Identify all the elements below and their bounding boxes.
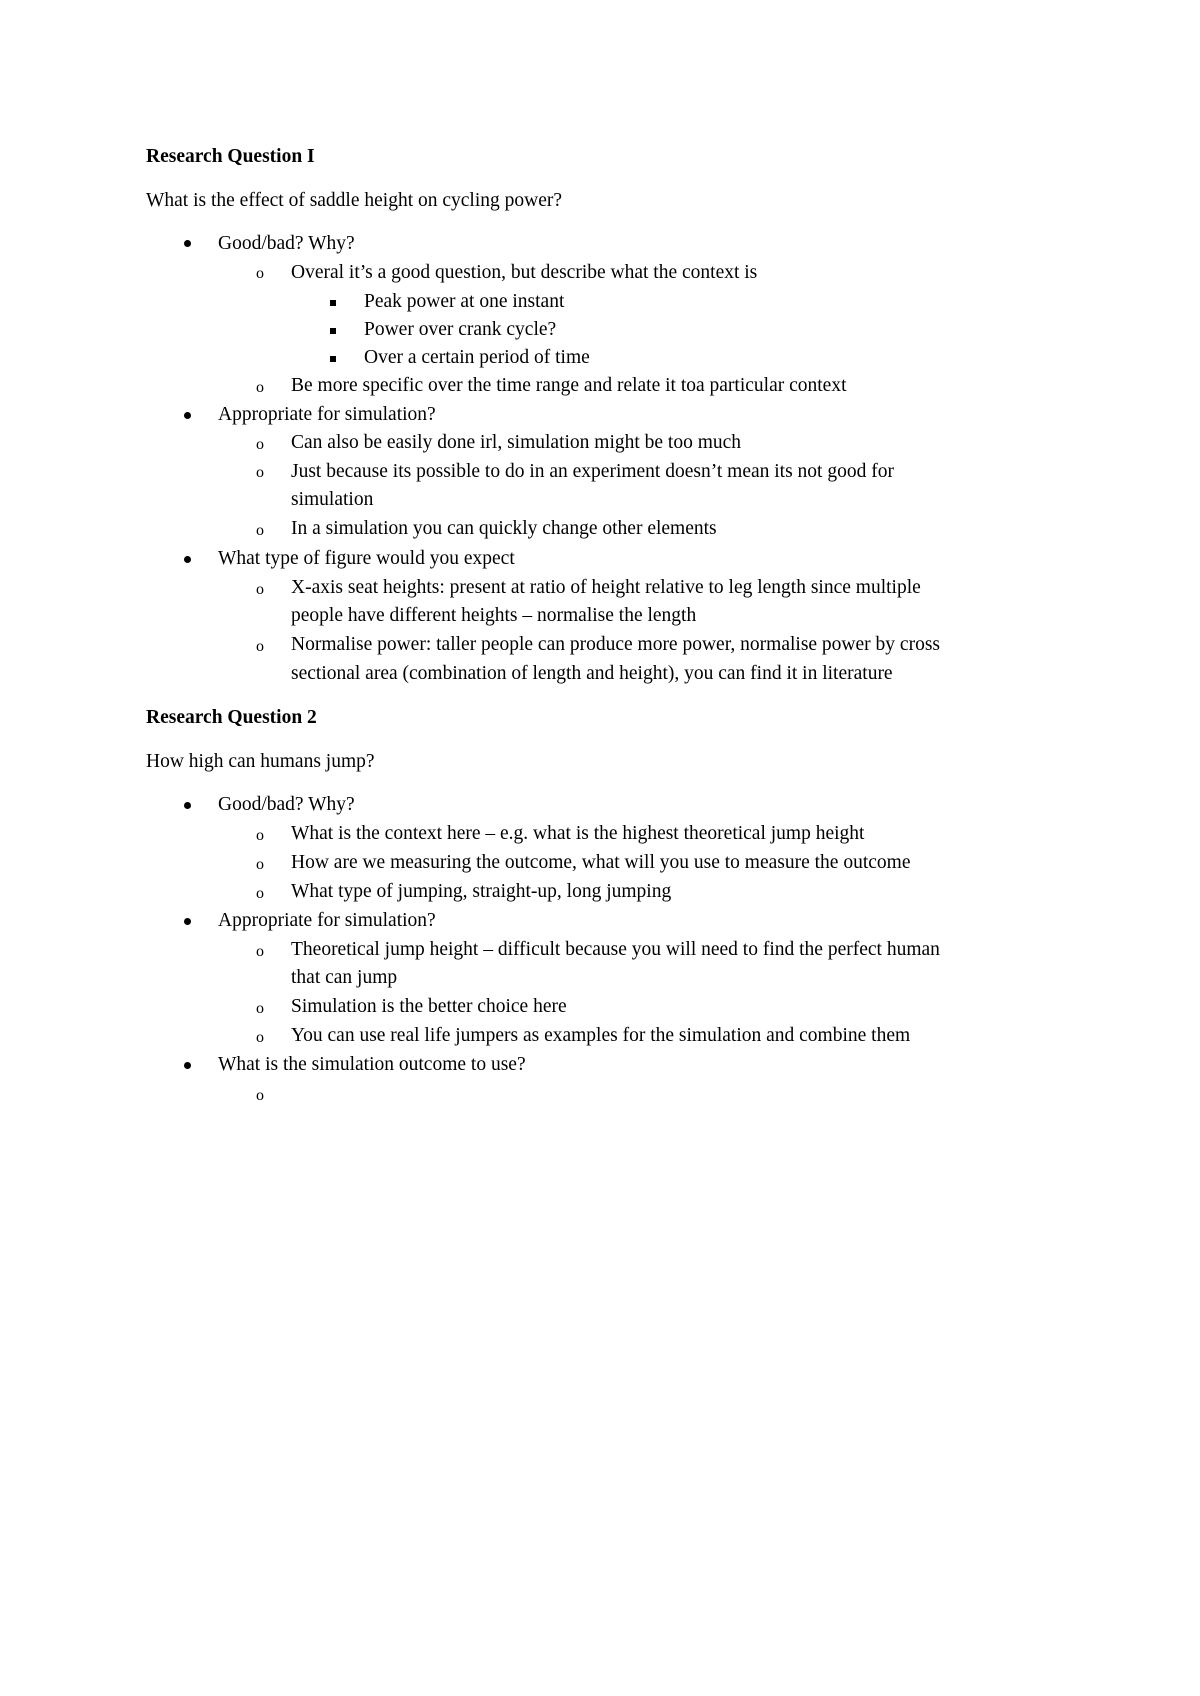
circle-bullet-icon: o: [256, 856, 264, 873]
list-item: What type of jumping, straight-up, long jumping: [291, 881, 672, 902]
list-item-continuation: people have different heights – normalise the length: [291, 605, 697, 626]
list-item: Good/bad? Why?: [218, 233, 355, 254]
bullet-icon: [184, 802, 191, 809]
list-item: What type of figure would you expect: [218, 548, 515, 569]
list-item: In a simulation you can quickly change other elements: [291, 518, 717, 539]
circle-bullet-icon: o: [256, 1087, 264, 1104]
list-item: Can also be easily done irl, simulation might be too much: [291, 432, 742, 453]
bullet-icon: [184, 556, 191, 563]
list-item: How are we measuring the outcome, what will you use to measure the outcome: [291, 852, 911, 873]
square-bullet-icon: [330, 356, 336, 362]
list-item: X-axis seat heights: present at ratio of height relative to leg length since multiple: [291, 577, 921, 598]
list-item: Good/bad? Why?: [218, 794, 355, 815]
list-item: Power over crank cycle?: [364, 319, 557, 340]
list-item: Over a certain period of time: [364, 347, 590, 368]
list-item: What is the context here – e.g. what is the highest theoretical jump height: [291, 823, 865, 844]
circle-bullet-icon: o: [256, 581, 264, 598]
circle-bullet-icon: o: [256, 379, 264, 396]
section-heading-1: Research Question I: [146, 146, 315, 167]
circle-bullet-icon: o: [256, 638, 264, 655]
research-question-2: How high can humans jump?: [146, 751, 375, 772]
list-item-continuation: simulation: [291, 489, 374, 510]
list-item: Appropriate for simulation?: [218, 404, 436, 425]
circle-bullet-icon: o: [256, 436, 264, 453]
circle-bullet-icon: o: [256, 1029, 264, 1046]
list-item: Simulation is the better choice here: [291, 996, 567, 1017]
section-heading-2: Research Question 2: [146, 707, 317, 728]
list-item-continuation: that can jump: [291, 967, 398, 988]
circle-bullet-icon: o: [256, 943, 264, 960]
circle-bullet-icon: o: [256, 522, 264, 539]
list-item: Appropriate for simulation?: [218, 910, 436, 931]
circle-bullet-icon: o: [256, 265, 264, 282]
bullet-icon: [184, 240, 191, 247]
circle-bullet-icon: o: [256, 827, 264, 844]
list-item: Normalise power: taller people can produce more power, normalise power by cross: [291, 634, 940, 655]
square-bullet-icon: [330, 328, 336, 334]
circle-bullet-icon: o: [256, 885, 264, 902]
list-item: Be more specific over the time range and relate it toa particular context: [291, 375, 847, 396]
bullet-icon: [184, 1062, 191, 1069]
bullet-icon: [184, 918, 191, 925]
square-bullet-icon: [330, 300, 336, 306]
list-item: Theoretical jump height – difficult because you will need to find the perfect human: [291, 939, 940, 960]
research-question-1: What is the effect of saddle height on cycling power?: [146, 190, 563, 211]
bullet-icon: [184, 412, 191, 419]
list-item: What is the simulation outcome to use?: [218, 1054, 526, 1075]
list-item-continuation: sectional area (combination of length and height), you can find it in literature: [291, 663, 893, 684]
list-item: You can use real life jumpers as examples for the simulation and combine them: [291, 1025, 911, 1046]
circle-bullet-icon: o: [256, 464, 264, 481]
list-item: Overal it’s a good question, but describe what the context is: [291, 262, 758, 283]
circle-bullet-icon: o: [256, 1000, 264, 1017]
list-item: Peak power at one instant: [364, 291, 565, 312]
list-item: Just because its possible to do in an experiment doesn’t mean its not good for: [291, 461, 894, 482]
